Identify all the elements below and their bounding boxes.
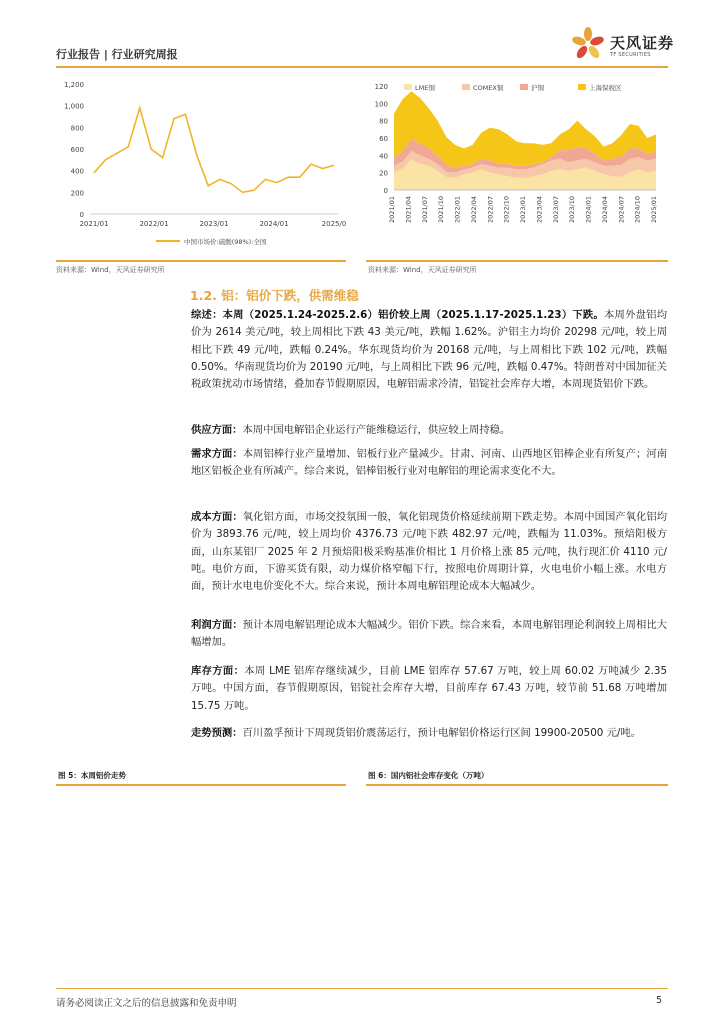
y-tick-label: 60: [379, 135, 388, 143]
legend-swatch: [578, 84, 586, 90]
legend-swatch: [404, 84, 412, 90]
y-tick-label: 0: [383, 187, 388, 195]
figure-5-caption: 图 5：本周铝价走势: [58, 771, 126, 780]
figure-6-caption: 图 6：国内铝社会库存变化（万吨）: [368, 771, 489, 780]
page-number: 5: [656, 995, 663, 1006]
x-tick-label: 2024/04: [600, 196, 609, 224]
para-inventory: [191, 663, 667, 715]
legend-swatch: [520, 84, 528, 90]
x-tick-label: 2021/01: [388, 196, 396, 224]
y-tick-label: 20: [379, 169, 388, 178]
source-left: 资料来源：Wind，天风证券研究所: [56, 266, 165, 274]
x-tick-label: 2023/10: [568, 196, 577, 224]
chart-rule-right: [366, 260, 668, 262]
y-tick-label: 200: [70, 189, 84, 198]
copper-inventory-chart: [364, 74, 664, 256]
para-label: 成本方面：: [191, 511, 243, 523]
x-tick-label: 2021/04: [404, 196, 413, 224]
x-tick-label: 2022/04: [469, 196, 478, 224]
legend-label: 中国市场价:硫酸(98%):全国: [184, 238, 267, 246]
para-body: 百川盈孚预计下周现货铝价震荡运行，预计电解铝价格运行区间 19900-20500 元/吨。: [242, 727, 641, 739]
legend-label: 沪铜: [531, 84, 544, 92]
para-body: 本周 LME 铝库存继续减少，目前 LME 铝库存 57.67 万吨，较上周 60.02 万吨减少 2.35 万吨。中国方面，春节假期原因，铝锭社会库存大增，目前库存 67.43 万吨，较节前 51.68 万吨增加 15.75 万吨。: [191, 665, 668, 712]
para-cost: [191, 509, 667, 595]
para-body: 本周中国电解铝企业运行产能维稳运行，供应较上周持稳。: [242, 424, 511, 436]
para-label: 库存方面：: [191, 665, 245, 677]
para-label: 需求方面：: [191, 448, 243, 460]
x-tick-label: 2021/10: [437, 196, 446, 224]
footer-disclaimer: 请务必阅读正文之后的信息披露和免责申明: [56, 998, 237, 1009]
legend-swatch: [462, 84, 470, 90]
para-profit: [191, 617, 667, 652]
sulfuric-acid-chart: [56, 74, 346, 256]
legend-label: 上海保税区: [589, 84, 622, 92]
x-tick-label: 2024/07: [617, 196, 626, 224]
header-rule: [56, 66, 668, 68]
para-body: 本周铝棒行业产量增加、铝板行业产量减少。甘肃、河南、山西地区铝棒企业有所复产；河南地区铝板企业有所减产。综合来说，铝棒铝板行业对电解铝的理论需求变化不大。: [191, 448, 668, 478]
para-body: 本周外盘铝均价为 2614 美元/吨，较上周相比下跌 43 美元/吨，跌幅 1.62%。沪铝主力均价 20298 元/吨，较上周相比下跌 49 元/吨，跌幅 0.24%。华东现货均价为 20168 元/吨，与上周相比下跌 102 元/吨，跌幅 0.50%。华南现货均价为 20190 元/吨，与上周相比下跌 96 元/吨，跌幅 0.47%。特朗普对中国加征关税政策扰动市场情绪，叠加春节假期原因，电解铝需求冷清，铝锭社会库存大增，本周现货铝价下跌。: [191, 309, 667, 391]
brand-name: 天风证券: [610, 34, 675, 52]
x-tick-label: 2022/01: [453, 196, 462, 224]
x-tick-label: 2022/07: [486, 196, 495, 224]
fig-rule-left: [56, 784, 346, 786]
x-tick-label: 2025/01: [650, 196, 658, 224]
x-tick-label: 2023/04: [535, 196, 544, 224]
y-tick-label: 120: [374, 83, 388, 91]
x-tick-label: 2021/07: [420, 196, 429, 224]
x-tick-label: 2022/01: [139, 220, 169, 228]
para-label: 综述：: [191, 309, 223, 321]
y-tick-label: 1,000: [63, 102, 84, 111]
footer-rule: [56, 988, 668, 989]
x-tick-label: 2024/01: [584, 196, 593, 224]
x-tick-label: 2023/01: [199, 220, 229, 228]
series-line: [94, 108, 334, 193]
para-body: 氧化铝方面，市场交投氛围一般，氧化铝现货价格延续前期下跌走势。本周中国国产氧化铝均价为 3893.76 元/吨，较上周均价 4376.73 元/吨下跌 482.97 元/吨，跌幅为 11.03%。预焙阳极方面，山东某铝厂 2025 年 2 月预焙阳极采购基准价相比 1 月价格上涨 85 元/吨，执行现汇价 4110 元/吨。电价方面，下游买货有限，动力煤价格窄幅下行，按照电价周期计算，火电电价小幅上涨。水电方面，预计水电电价变化不大。综合来说，预计本周电解铝理论成本大幅减少。: [191, 511, 668, 593]
brand-subtitle: TF SECURITIES: [610, 52, 651, 58]
y-tick-label: 80: [379, 117, 388, 126]
para-label: 走势预测：: [191, 727, 243, 739]
y-tick-label: 1,200: [63, 81, 84, 89]
y-tick-label: 600: [70, 146, 84, 154]
x-tick-label: 2021/01: [79, 220, 109, 228]
y-tick-label: 400: [70, 167, 84, 176]
para-demand: [191, 446, 667, 481]
x-tick-label: 2023/01: [519, 196, 527, 224]
x-tick-label: 2024/10: [633, 196, 642, 224]
x-tick-label: 2022/10: [502, 196, 511, 224]
para-forecast: [191, 725, 667, 742]
para-lead: 本周（2025.1.24-2025.2.6）铝价较上周（2025.1.17-2025.1.23）下跌。: [222, 309, 604, 321]
para-body: 预计本周电解铝理论成本大幅减少。铝价下跌。综合来看，本周电解铝理论利润较上周相比大幅增加。: [191, 619, 668, 649]
y-tick-label: 0: [79, 211, 84, 219]
para-label: 供应方面：: [191, 424, 243, 436]
fig-rule-right: [366, 784, 668, 786]
legend-label: COMEX铜: [473, 84, 504, 92]
y-tick-label: 40: [379, 152, 388, 161]
para-summary: [191, 307, 667, 393]
chart-rule-left: [56, 260, 346, 262]
y-tick-label: 100: [374, 100, 388, 109]
para-label: 利润方面：: [191, 619, 243, 631]
y-tick-label: 800: [70, 124, 84, 133]
report-header: 行业报告 | 行业研究周报: [56, 48, 178, 61]
x-tick-label: 2024/01: [259, 220, 289, 228]
legend-label: LME铜: [415, 84, 435, 92]
para-supply: [191, 422, 667, 439]
source-right: 资料来源：Wind，天风证券研究所: [368, 266, 477, 274]
x-tick-label: 2025/0: [321, 220, 346, 228]
x-tick-label: 2023/07: [551, 196, 560, 224]
section-title: 1.2. 铝：铝价下跌，供需维稳: [190, 288, 359, 303]
